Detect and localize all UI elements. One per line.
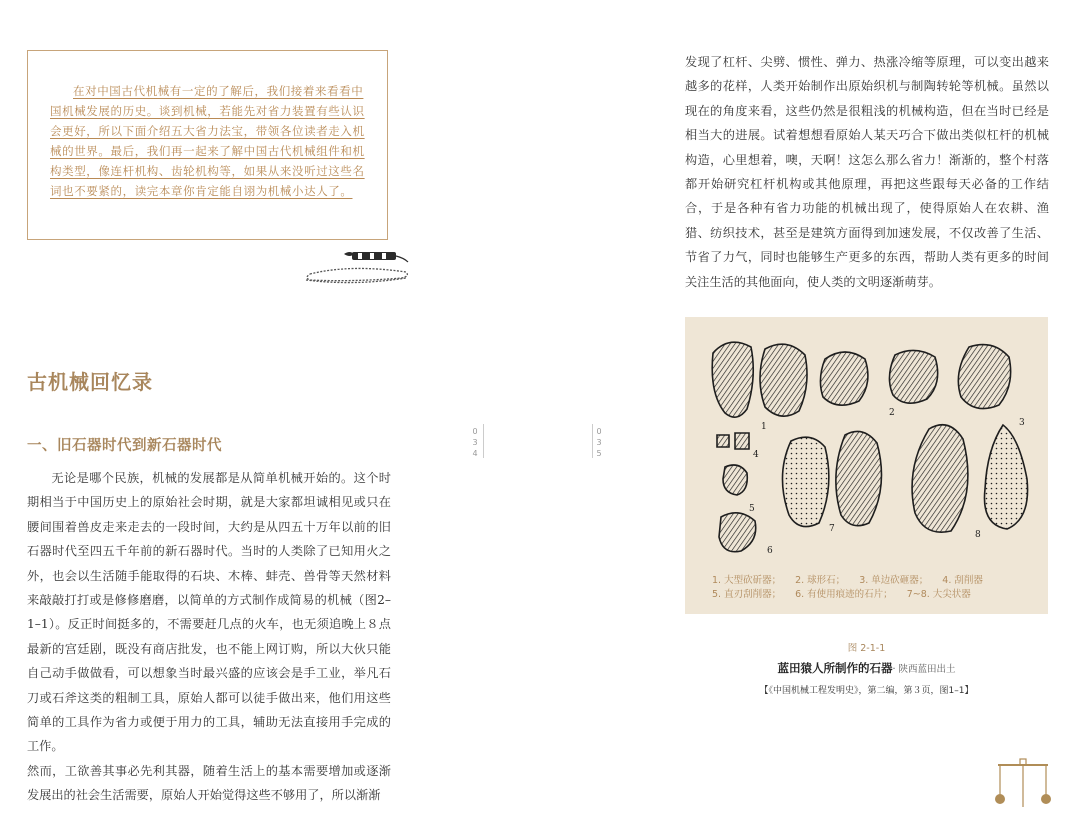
figure-source: 【《中国机械工程发明史》，第二编，第３页，图1–1】 — [759, 686, 974, 696]
item-number: 5 — [749, 504, 755, 514]
figure-legend — [712, 574, 1032, 602]
legend-item: 7~8. 大尖状器 — [906, 589, 971, 600]
legend-item: 5. 直刃刮削器； — [712, 589, 782, 600]
page-number-divider — [592, 424, 593, 458]
item-number: 7 — [829, 524, 835, 534]
rope-ornament-icon — [300, 248, 412, 292]
page-number-divider — [483, 424, 484, 458]
right-body-text — [685, 50, 1049, 294]
item-number: 6 — [767, 546, 773, 556]
intro-box — [27, 50, 388, 240]
left-body-text — [27, 466, 391, 808]
page-number-left: 0 3 4 — [472, 427, 478, 458]
item-number: 3 — [1019, 418, 1025, 428]
intro-text: 在对中国古代机械有一定的了解后，我们接着来看看中国机械发展的历史。谈到机械，若能先对省力装置有些认识会更好，所以下面介绍五大省力法宝，带领各位读者走入机械的世界。最后，我们再一起来了解中国古代机械组件和机构类型，像连杆机构、齿轮机构等，如果从来没听过这些名词也不要紧的，读完本章你肯定能自诩为机械小达人了。 — [50, 84, 365, 198]
legend-item: 4. 刮削器 — [942, 575, 983, 586]
balance-scale-icon — [992, 755, 1054, 807]
item-number: 4 — [753, 450, 759, 460]
figure-title-sub: · 陕西蓝田出土 — [892, 664, 956, 675]
item-number: 8 — [975, 530, 981, 540]
section-title: 古机械回忆录 — [27, 370, 153, 394]
legend-item: 1. 大型砍斫器； — [712, 575, 782, 586]
body-paragraph: 无论是哪个民族，机械的发展都是从简单机械开始的。这个时期相当于中国历史上的原始社会时期，就是大家都坦诚相见或只在腰间围着兽皮走来走去的一段时间，大约是从四五十万年以前的旧石器时代至四五千年前的新石器时代。当时的人类除了已知用火之外，也会以生活随手能取得的石块、木棒、蚌壳、兽骨等天然材料来敲敲打打或是修修磨磨，以简单的方式制作成简易的机械（图2–1–1）。反正时间挺多的，不需要赶几点的火车，也无须追晚上８点最新的宫廷剧，既没有商店批发，也不能上网订购，所以大伙只能自己动手做做看，可以想象当时最兴盛的应该会是手工业，举凡石刀或石斧这类的粗制工具，原始人都可以徒手做出来，他们用这些简单的工具作为省力或便于用力的工具，辅助无法直接用手完成的工作。 — [27, 471, 391, 754]
stone-tools-illustration — [685, 317, 1048, 567]
legend-item: 3. 单边砍砸器； — [859, 575, 929, 586]
stone-tools-figure — [685, 317, 1048, 614]
page-number-right: 0 3 5 — [596, 427, 602, 458]
body-paragraph: 发现了杠杆、尖劈、惯性、弹力、热涨冷缩等原理，可以变出越来越多的花样，人类开始制作出原始织机与制陶转轮等机械。虽然以现在的角度来看，这些仍然是很粗浅的机械构造，但在当时已经是相当大的进展。试着想想看原始人某天巧合下做出类似杠杆的机械构造，心里想着，噢，天啊！这怎么那么省力！渐渐的，整个村落都开始研究杠杆机构或其他原理，再把这些跟每天必备的工作结合，于是各种有省力功能的机械出现了，使得原始人在农耕、渔猎、纺织技术，甚至是建筑方面得到加速发展，不仅改善了生活、节省了力气，同时也能够生产更多的东西，帮助人类有更多的时间关注生活的其他面向，使人类的文明逐渐萌芽。 — [685, 55, 1049, 289]
figure-title: 蓝田猿人所制作的石器· 陕西蓝田出土 — [777, 661, 956, 675]
figure-number: 图 2-1-1 — [847, 643, 886, 654]
legend-item: 6. 有使用痕迹的石片； — [795, 589, 893, 600]
subsection-title: 一、旧石器时代到新石器时代 — [27, 437, 222, 454]
item-number: 2 — [889, 408, 895, 418]
body-paragraph: 然而，工欲善其事必先利其器，随着生活上的基本需要增加或逐渐发展出的社会生活需要，原始人开始觉得这些不够用了，所以渐渐 — [27, 763, 391, 803]
legend-item: 2. 球形石； — [795, 575, 846, 586]
item-number: 1 — [761, 422, 767, 432]
